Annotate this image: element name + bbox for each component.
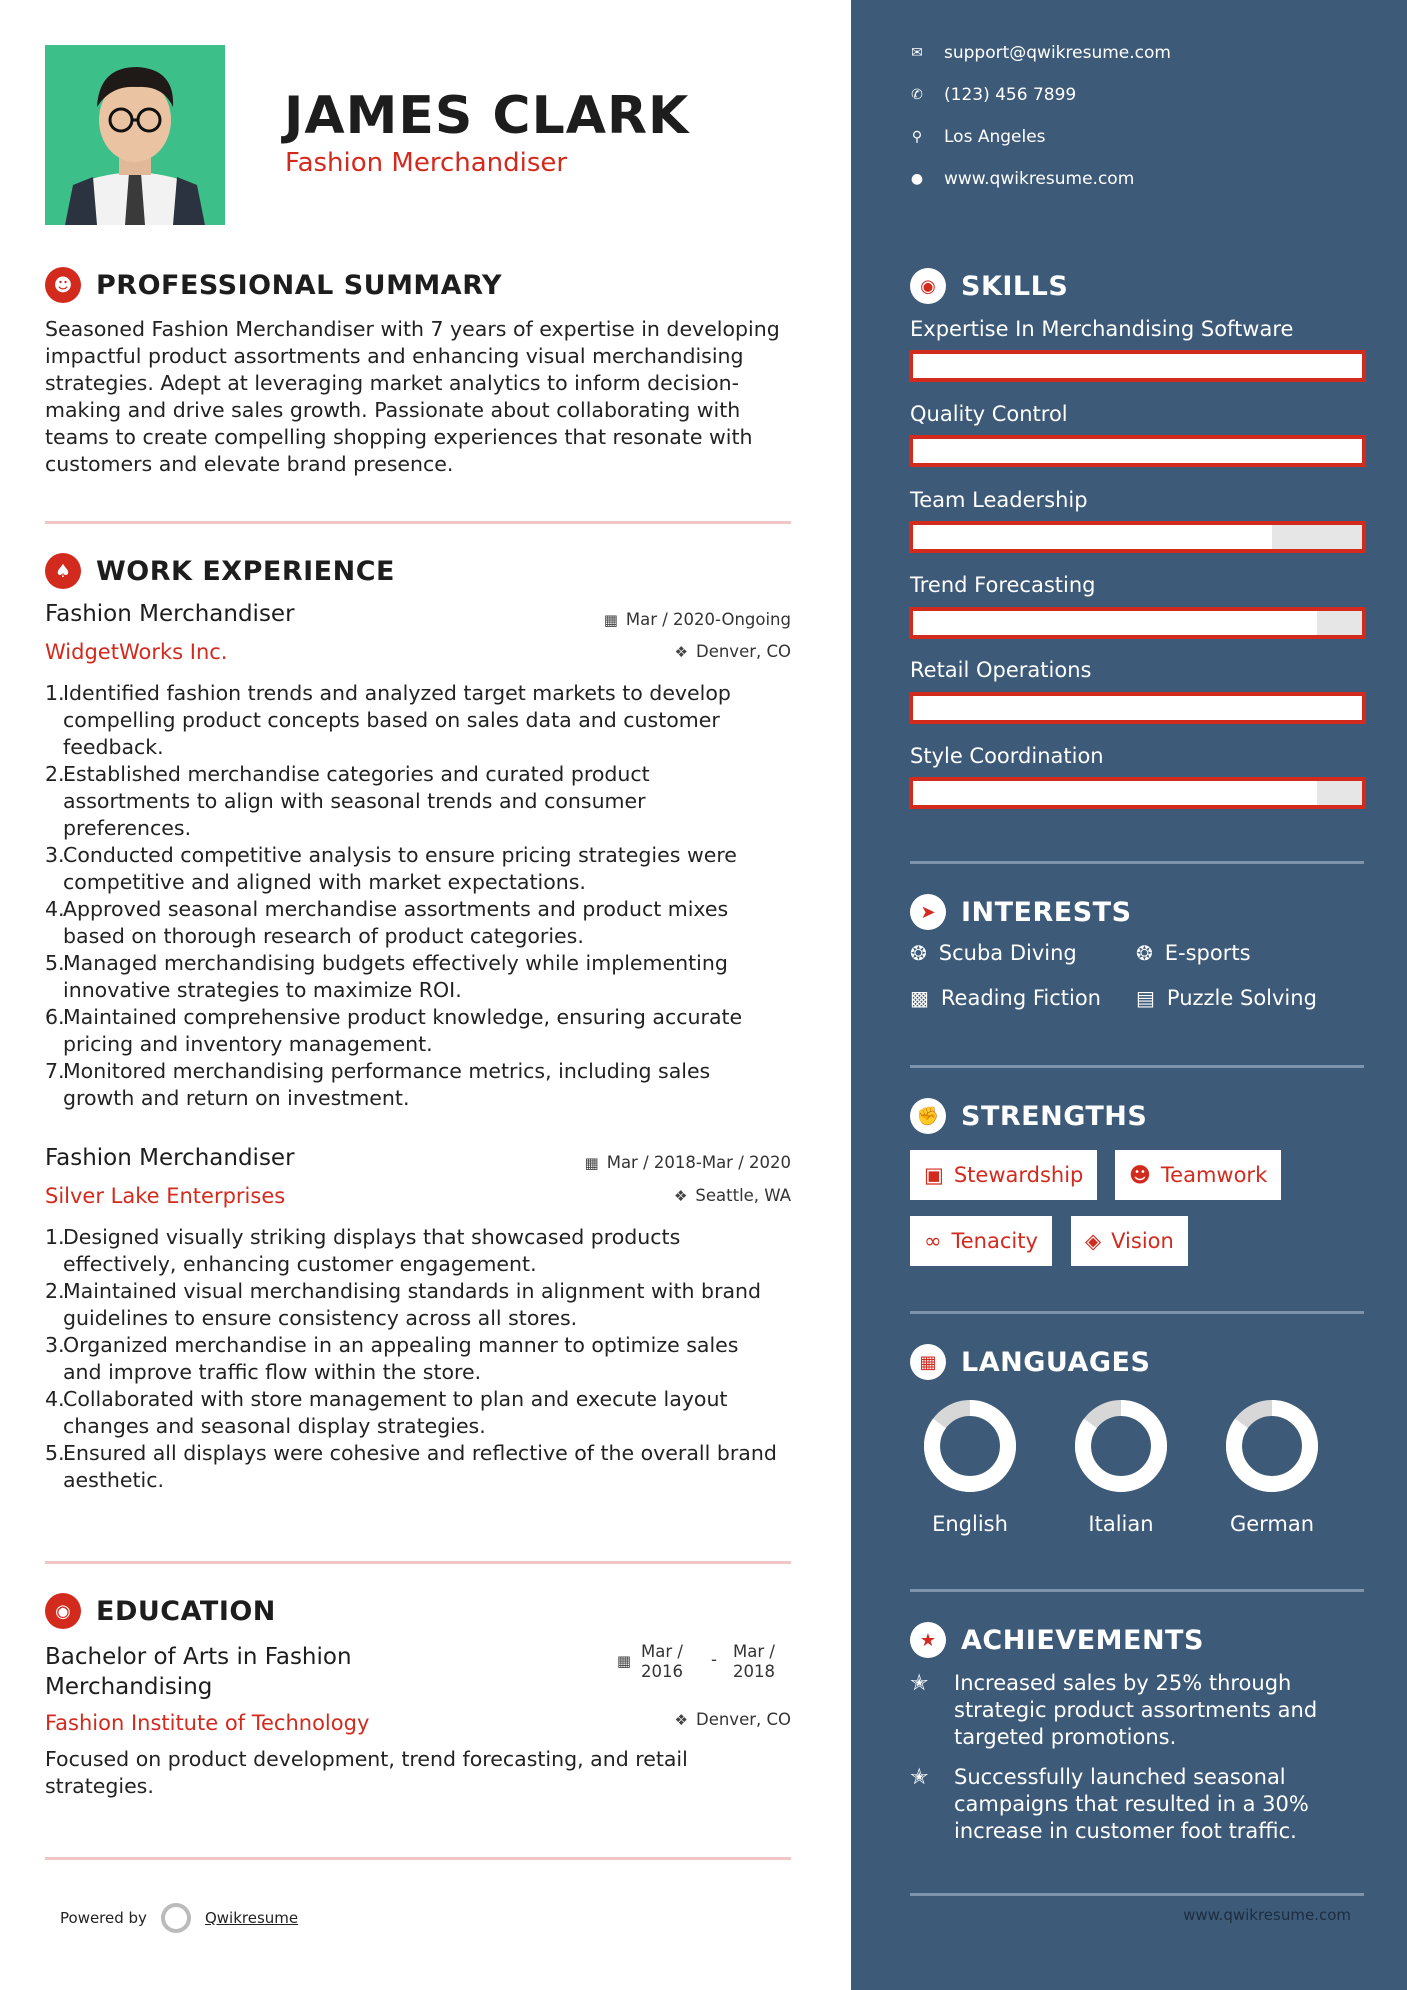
interests-heading-text: INTERESTS <box>961 896 1132 928</box>
gamepad-icon: ▩ <box>910 986 929 1010</box>
list-item: 6. Maintained comprehensive product knowledge, ensuring accurate pricing and inventory management. <box>45 1005 743 1056</box>
powered-by-text: Powered by <box>60 1909 147 1927</box>
list-item: 5. Ensured all displays were cohesive and reflective of the overall brand aesthetic. <box>45 1441 777 1492</box>
skill-label: Style Coordination <box>910 744 1104 768</box>
qwikresume-link[interactable]: Qwikresume <box>204 1909 299 1927</box>
contact-location-text: Los Angeles <box>944 127 1046 147</box>
strength-badge <box>910 1216 1052 1266</box>
language-item <box>895 1398 1045 1536</box>
user-icon: ☻ <box>45 267 81 303</box>
lifebuoy-icon: ❂ <box>1136 941 1153 965</box>
summary-line: impactful product assortments and enhancing visual merchandising <box>45 344 744 368</box>
language-donut <box>1224 1398 1320 1494</box>
section-divider <box>45 1857 791 1860</box>
job-location-text: Denver, CO <box>695 642 791 661</box>
briefcase-icon: ▣ <box>924 1163 944 1187</box>
strength-label: Vision <box>1111 1229 1174 1253</box>
list-item: 3. Conducted competitive analysis to ensure pricing strategies were competitive and aligned with market expectations. <box>45 843 737 894</box>
date-separator: - <box>711 1650 717 1669</box>
skill-label: Trend Forecasting <box>910 573 1096 597</box>
section-divider <box>45 521 791 524</box>
job-date <box>585 1153 791 1172</box>
experience-heading-text: WORK EXPERIENCE <box>96 555 395 587</box>
interest-label: Puzzle Solving <box>1166 986 1317 1010</box>
school-name: Fashion Institute of Technology <box>45 1711 370 1735</box>
job-date <box>604 610 791 629</box>
strength-badge <box>1115 1150 1281 1200</box>
degree-line: Bachelor of Arts in Fashion <box>45 1644 352 1670</box>
section-divider <box>45 1561 791 1564</box>
job-title: Fashion Merchandiser <box>45 1145 295 1171</box>
job-location-text: Seattle, WA <box>695 1186 791 1205</box>
job-responsibilities <box>45 1224 795 1494</box>
globe-icon: ● <box>910 171 924 187</box>
contact-website[interactable] <box>910 169 1134 189</box>
job-responsibilities <box>45 680 795 1112</box>
contact-phone <box>910 85 1076 105</box>
job-location <box>675 642 791 661</box>
education-description <box>45 1746 795 1800</box>
strength-label: Stewardship <box>953 1163 1084 1187</box>
list-item: 2. Established merchandise categories and curated product assortments to align with seasonal trends and consumer preferences. <box>45 762 650 840</box>
strengths-heading <box>910 1098 1147 1134</box>
job-company: WidgetWorks Inc. <box>45 640 228 664</box>
skill-bar-fill <box>913 354 1362 378</box>
contact-phone-text: (123) 456 7899 <box>944 85 1077 105</box>
interest-item <box>910 986 1101 1010</box>
contact-location <box>910 127 1046 147</box>
language-name: Italian <box>1088 1512 1154 1536</box>
phone-icon: ✆ <box>911 87 923 103</box>
candidate-name: JAMES CLARK <box>284 86 690 146</box>
skill-label: Quality Control <box>910 402 1068 426</box>
sidebar-divider <box>910 1589 1364 1592</box>
interest-item <box>910 941 1077 965</box>
skill-bar-fill <box>913 439 1362 463</box>
skill-label: Team Leadership <box>910 488 1088 512</box>
summary-line: strategies. Adept at leveraging market analytics to inform decision- <box>45 371 740 395</box>
language-item <box>1046 1398 1196 1536</box>
powered-by <box>60 1903 298 1933</box>
language-name: English <box>932 1512 1008 1536</box>
person-silhouette-icon <box>45 45 225 225</box>
sidebar-divider <box>910 1065 1364 1068</box>
language-donut <box>1073 1398 1169 1494</box>
experience-heading <box>45 553 395 589</box>
calendar-icon: ▦ <box>603 610 618 629</box>
skill-label: Retail Operations <box>910 658 1092 682</box>
strength-badge <box>1071 1216 1188 1266</box>
paper-plane-icon: ➤ <box>910 894 946 930</box>
lightbulb-icon: ◉ <box>910 268 946 304</box>
achievements-heading <box>910 1622 1204 1658</box>
skill-bar-fill <box>913 525 1272 549</box>
star-badge-icon: ★ <box>910 1622 946 1658</box>
language-donut <box>922 1398 1018 1494</box>
summary-heading-text: PROFESSIONAL SUMMARY <box>96 269 503 301</box>
envelope-icon: ✉ <box>911 45 923 61</box>
skills-heading-text: SKILLS <box>961 270 1069 302</box>
fist-icon: ✊ <box>910 1098 946 1134</box>
summary-heading <box>45 267 502 303</box>
education-location <box>675 1710 791 1729</box>
strength-label: Tenacity <box>951 1229 1038 1253</box>
pin-icon: ❖ <box>674 1710 688 1729</box>
interest-item <box>1136 941 1251 965</box>
contact-email[interactable] <box>910 43 1171 63</box>
chair-icon: ♠ <box>45 553 81 589</box>
footer-website[interactable]: www.qwikresume.com <box>1183 1906 1351 1924</box>
list-item: 5. Managed merchandising budgets effectively while implementing innovative strategies to maximize ROI. <box>45 951 728 1002</box>
sidebar-divider <box>910 1311 1364 1314</box>
skill-bar <box>909 777 1366 809</box>
interest-item <box>1136 986 1317 1010</box>
job-location <box>674 1186 791 1205</box>
list-item: 2. Maintained visual merchandising standards in alignment with brand guidelines to ensure consistency across all stores. <box>45 1279 762 1330</box>
star-icon: ✭ <box>910 1765 929 1790</box>
interest-label: Scuba Diving <box>938 941 1077 965</box>
skill-bar-fill <box>913 696 1362 720</box>
graduate-icon: ◉ <box>45 1593 81 1629</box>
degree-title <box>45 1642 352 1702</box>
calendar-icon: ▦ <box>584 1153 599 1172</box>
translate-icon: ▦ <box>910 1344 946 1380</box>
star-icon: ✭ <box>910 1671 929 1696</box>
education-dates <box>617 1642 775 1682</box>
education-heading-text: EDUCATION <box>96 1595 276 1627</box>
skill-bar-fill <box>913 611 1317 635</box>
education-description-line: Focused on product development, trend forecasting, and retail <box>45 1747 688 1771</box>
profile-photo <box>45 45 225 225</box>
skill-label: Expertise In Merchandising Software <box>910 317 1294 341</box>
contact-website-text: www.qwikresume.com <box>944 169 1135 189</box>
list-item: 7. Monitored merchandising performance metrics, including sales growth and return on investment. <box>45 1059 711 1110</box>
strength-badge <box>910 1150 1097 1200</box>
summary-line: making and drive sales growth. Passionate about collaborating with <box>45 398 741 422</box>
language-item <box>1197 1398 1347 1536</box>
calendar-icon: ▦ <box>616 1652 632 1670</box>
interest-label: Reading Fiction <box>940 986 1101 1010</box>
languages-heading <box>910 1344 1150 1380</box>
job-title: Fashion Merchandiser <box>45 601 295 627</box>
skill-bar-fill <box>913 781 1317 805</box>
summary-line: Seasoned Fashion Merchandiser with 7 years of expertise in developing <box>45 317 780 341</box>
link-icon: ∞ <box>924 1229 942 1253</box>
list-item: 1. Identified fashion trends and analyzed target markets to develop compelling product concepts based on sales data and customer feedback. <box>45 681 731 759</box>
degree-line: Merchandising <box>45 1674 213 1700</box>
summary-line: teams to create compelling shopping experiences that resonate with <box>45 425 753 449</box>
skill-bar <box>909 350 1366 382</box>
qwikresume-logo-icon <box>161 1903 191 1933</box>
skills-heading <box>910 268 1068 304</box>
achievements-heading-text: ACHIEVEMENTS <box>961 1624 1204 1656</box>
strength-label: Teamwork <box>1160 1163 1268 1187</box>
languages-heading-text: LANGUAGES <box>961 1346 1151 1378</box>
job-date-text: Mar / 2018-Mar / 2020 <box>606 1153 791 1172</box>
achievement-item: ✭ Increased sales by 25% through strategic product assortments and targeted promotions. <box>910 1671 1318 1749</box>
book-icon: ▤ <box>1136 986 1155 1010</box>
education-start: Mar / 2016 <box>641 1642 684 1681</box>
summary-text <box>45 316 795 478</box>
list-item: 1. Designed visually striking displays that showcased products effectively, enhancing customer engagement. <box>45 1225 681 1276</box>
language-name: German <box>1229 1512 1315 1536</box>
interest-label: E-sports <box>1164 941 1251 965</box>
pin-icon: ❖ <box>673 1186 688 1205</box>
achievement-item: ✭ Successfully launched seasonal campaigns that resulted in a 30% increase in customer foot traffic. <box>910 1765 1309 1843</box>
contact-email-text: support@qwikresume.com <box>944 43 1171 63</box>
job-date-text: Mar / 2020-Ongoing <box>625 610 791 629</box>
list-item: 3. Organized merchandise in an appealing manner to optimize sales and improve traffic flow within the store. <box>45 1333 739 1384</box>
education-description-line: strategies. <box>45 1774 154 1798</box>
candidate-title: Fashion Merchandiser <box>285 148 568 178</box>
job-company: Silver Lake Enterprises <box>45 1184 286 1208</box>
list-item: 4. Collaborated with store management to plan and execute layout changes and seasonal display strategies. <box>45 1387 728 1438</box>
education-heading <box>45 1593 276 1629</box>
summary-line: customers and elevate brand presence. <box>45 452 454 476</box>
sidebar-divider <box>910 1893 1364 1896</box>
skill-bar <box>909 607 1366 639</box>
lifebuoy-icon: ❂ <box>910 941 927 965</box>
skill-bar <box>909 435 1366 467</box>
map-pin-icon: ⚲ <box>911 129 923 145</box>
users-icon: ☻ <box>1129 1163 1151 1187</box>
interests-heading <box>910 894 1132 930</box>
skill-bar <box>909 521 1366 553</box>
list-item: 4. Approved seasonal merchandise assortments and product mixes based on thorough research of product categories. <box>45 897 729 948</box>
education-location-text: Denver, CO <box>695 1710 791 1729</box>
education-end: Mar / 2018 <box>733 1642 775 1681</box>
strengths-heading-text: STRENGTHS <box>961 1100 1148 1132</box>
pin-icon: ❖ <box>674 642 688 661</box>
sidebar-divider <box>910 861 1364 864</box>
skill-bar <box>909 692 1366 724</box>
binoculars-icon: ◈ <box>1085 1229 1102 1253</box>
